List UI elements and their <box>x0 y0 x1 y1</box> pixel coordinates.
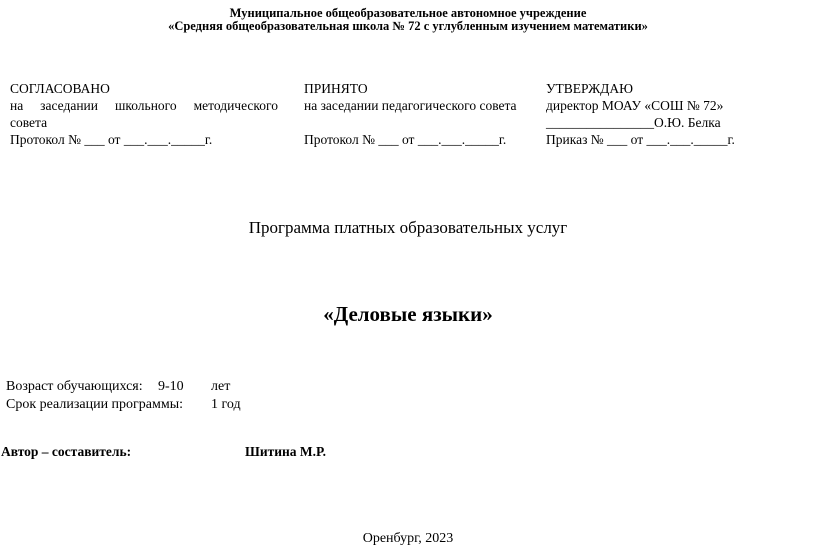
accepted-spacer <box>304 114 517 131</box>
org-name-line1: Муниципальное общеобразовательное автономное учреждение <box>229 6 587 20</box>
accepted-block <box>304 80 517 148</box>
agreed-block <box>10 80 278 148</box>
city-year: Оренбург, 2023 <box>362 531 454 546</box>
approved-line1: директор МОАУ «СОШ № 72» <box>546 98 724 113</box>
age-label: Возраст обучающихся: <box>6 379 143 394</box>
agreed-protocol: Протокол № ___ от ___.___._____г. <box>10 132 213 147</box>
agreed-word: школьного <box>114 98 177 113</box>
age-value: 9-10 <box>158 379 184 394</box>
approved-heading: УТВЕРЖДАЮ <box>546 81 634 96</box>
agreed-heading: СОГЛАСОВАНО <box>10 81 110 96</box>
approved-order: Приказ № ___ от ___.___._____г. <box>546 132 735 147</box>
program-title: «Деловые языки» <box>323 302 493 326</box>
accepted-line1: на заседании педагогического совета <box>304 98 517 113</box>
agreed-word: заседании <box>40 98 99 113</box>
term-label: Срок реализации программы: <box>6 397 184 412</box>
agreed-word: на <box>10 98 24 113</box>
agreed-word: методического <box>193 98 278 113</box>
org-name-line2: «Средняя общеобразовательная школа № 72 с углубленным изучением математики» <box>168 19 648 33</box>
term-value: 1 год <box>211 397 241 412</box>
program-subtitle: Программа платных образовательных услуг <box>248 218 568 237</box>
accepted-heading: ПРИНЯТО <box>304 81 368 96</box>
agreed-line1 <box>10 97 278 114</box>
accepted-protocol: Протокол № ___ от ___.___._____г. <box>304 132 507 147</box>
approved-signature: ________________О.Ю. Белка <box>546 115 721 130</box>
approved-block <box>546 80 735 148</box>
age-unit: лет <box>211 379 231 394</box>
author-label: Автор – составитель: <box>1 444 132 459</box>
agreed-line2: совета <box>10 115 48 130</box>
author-name: Шитина М.Р. <box>245 444 326 459</box>
